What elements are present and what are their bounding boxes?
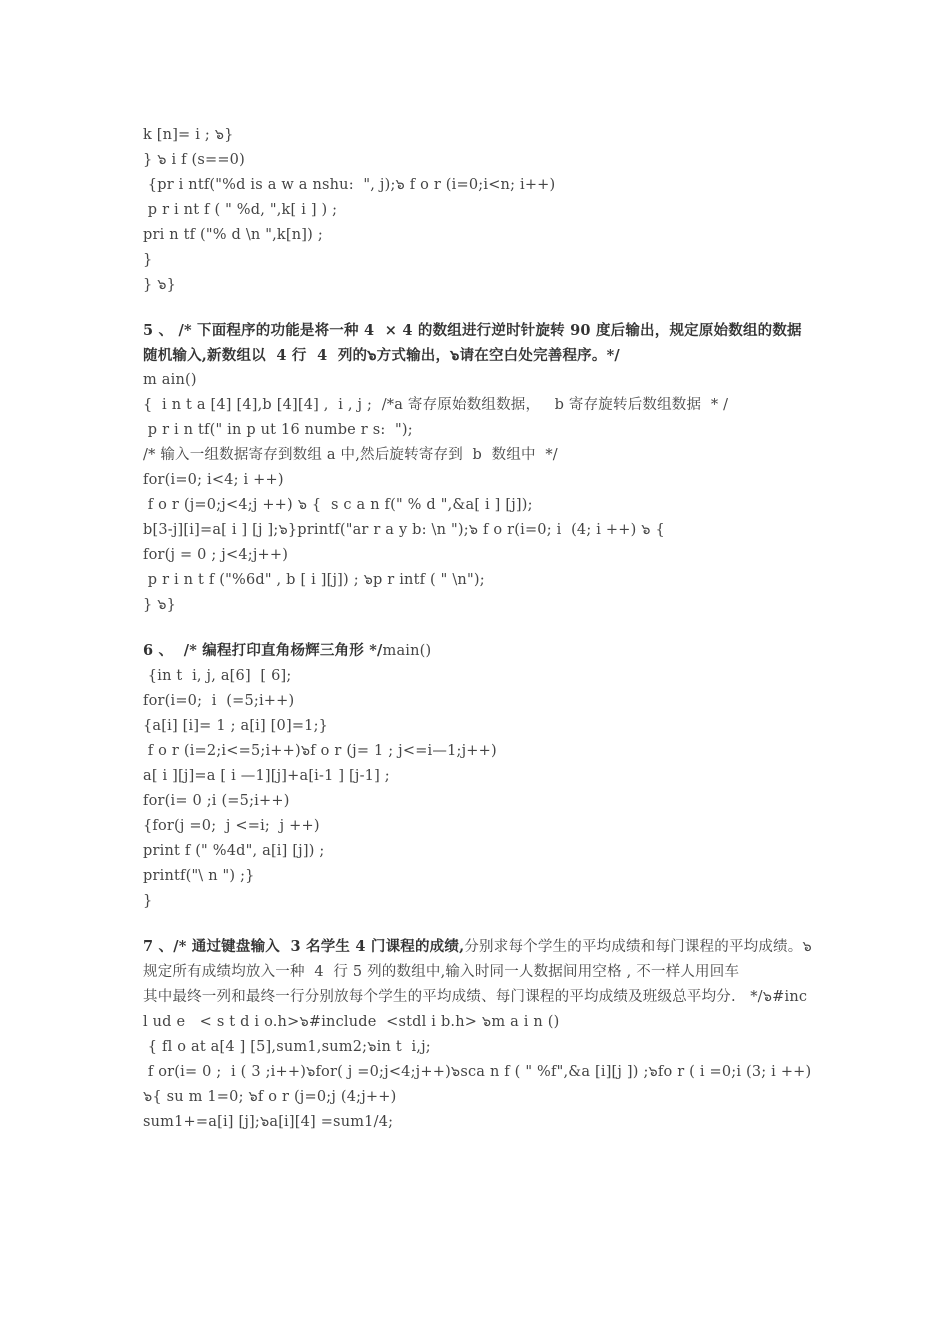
code-line: f o r (j=0;j<4;j ++) ๖ { s c a n f(" % d ",&a[ i ] [j]);: [143, 497, 533, 513]
code-line: { fl o at a[4 ] [5],sum1,sum2;๖in t i,j;: [143, 1039, 431, 1055]
code-line: for(i=0; i<4; i ++): [143, 472, 284, 488]
code-line: for(j = 0 ; j<4;j++): [143, 547, 289, 563]
code-line: f o r (i=2;i<=5;i++)๖f o r (j= 1 ; j<=i—1;j++): [143, 743, 497, 759]
code-line: {pr i ntf("%d is a w a nshu: ", j);๖ f o r (i=0;i<n; i++): [143, 177, 556, 193]
code-line: pri n tf ("% d \n ",k[n]) ;: [143, 227, 323, 243]
section-6: [143, 638, 813, 914]
code-line: b[3-j][i]=a[ i ] [j ];๖}printf("ar r a y b: \n ");๖ f o r(i=0; i (4; i ++) ๖ {: [143, 522, 665, 538]
code-line: p r i nt f ( " %d, ",k[ i ] ) ;: [143, 202, 338, 218]
section-6-heading: [143, 638, 813, 664]
code-line: for(i= 0 ;i (=5;i++): [143, 793, 290, 809]
code-line: k [n]= i ; ๖}: [143, 127, 234, 143]
code-line: } ๖}: [143, 277, 177, 293]
code-line: { i n t a [4] [4],b [4][4] , i , j ; /*a 寄存原始数组数据， b 寄存旋转后数组数据 * /: [143, 397, 729, 413]
code-line: p r i n tf(" in p ut 16 numbe r s: ");: [143, 422, 413, 438]
section-6-title: 6 、 /* 编程打印直角杨辉三角形 */: [143, 642, 383, 659]
code-line: } ๖}: [143, 597, 177, 613]
code-line: f or(i= 0 ; i ( 3 ;i++)๖for( j =0;j<4;j++)๖sca n f ( " %f",&a [i][j ]) ;๖fo r ( i =0;i (3; i ++) ๖{ su m 1=0; ๖f o r (j=0;j (4;j++): [143, 1064, 817, 1105]
section-4-code: [143, 123, 813, 298]
code-line: p r i n t f ("%6d" , b [ i ][j]) ; ๖p r intf ( " \n");: [143, 572, 485, 588]
section-5-heading: 5 、 /* 下面程序的功能是将一种 4 × 4 的数组进行逆时针旋转 90 度后输出，规定原始数组的数据随机输入,新数组以 4 行 4 列的๖方式输出，๖请在空白处完善程序。*/: [143, 322, 802, 364]
section-7-heading: [143, 934, 813, 985]
code-line: {a[i] [i]= 1 ; a[i] [0]=1;}: [143, 718, 329, 734]
section-7-title: 7 、/* 通过键盘输入 3 名学生 4 门课程的成绩,: [143, 938, 465, 955]
code-line: for(i=0; i (=5;i++): [143, 693, 295, 709]
code-line: {for(j =0; j <=i; j ++): [143, 818, 320, 834]
code-line: printf("\ n ") ;}: [143, 868, 255, 884]
section-7-paragraph: 其中最终一列和最终一行分别放每个学生的平均成绩、每门课程的平均成绩及班级总平均分. */๖#inc l ud e < s t d i o.h>๖#include <stdl i b.h> ๖m a i n (): [143, 989, 813, 1030]
section-6-main: main(): [382, 643, 432, 659]
section-7: [143, 934, 817, 1135]
code-line: a[ i ][j]=a [ i —1][j]+a[i-1 ] [j-1] ;: [143, 768, 390, 784]
code-line: /* 输入一组数据寄存到数组 a 中,然后旋转寄存到 b 数组中 */: [143, 447, 558, 463]
code-line: {in t i, j, a[6] [ 6];: [143, 668, 292, 684]
code-line: print f (" %4d", a[i] [j]) ;: [143, 843, 325, 859]
section-7-description: 分别求每个学生的平均成绩和每门课程的平均成绩。๖规定所有成绩均放入一种 4 行 5 列的数组中,输入时同一人数据间用空格 , 不一样人用回车: [143, 939, 812, 980]
code-line: }: [143, 252, 153, 268]
code-line: }: [143, 893, 153, 909]
section-5: [143, 318, 813, 618]
code-line: } ๖ i f (s==0): [143, 152, 245, 168]
document-body: [143, 123, 817, 1135]
code-line: m ain(): [143, 372, 197, 388]
code-line: sum1+=a[i] [j];๖a[i][4] =sum1/4;: [143, 1114, 394, 1130]
